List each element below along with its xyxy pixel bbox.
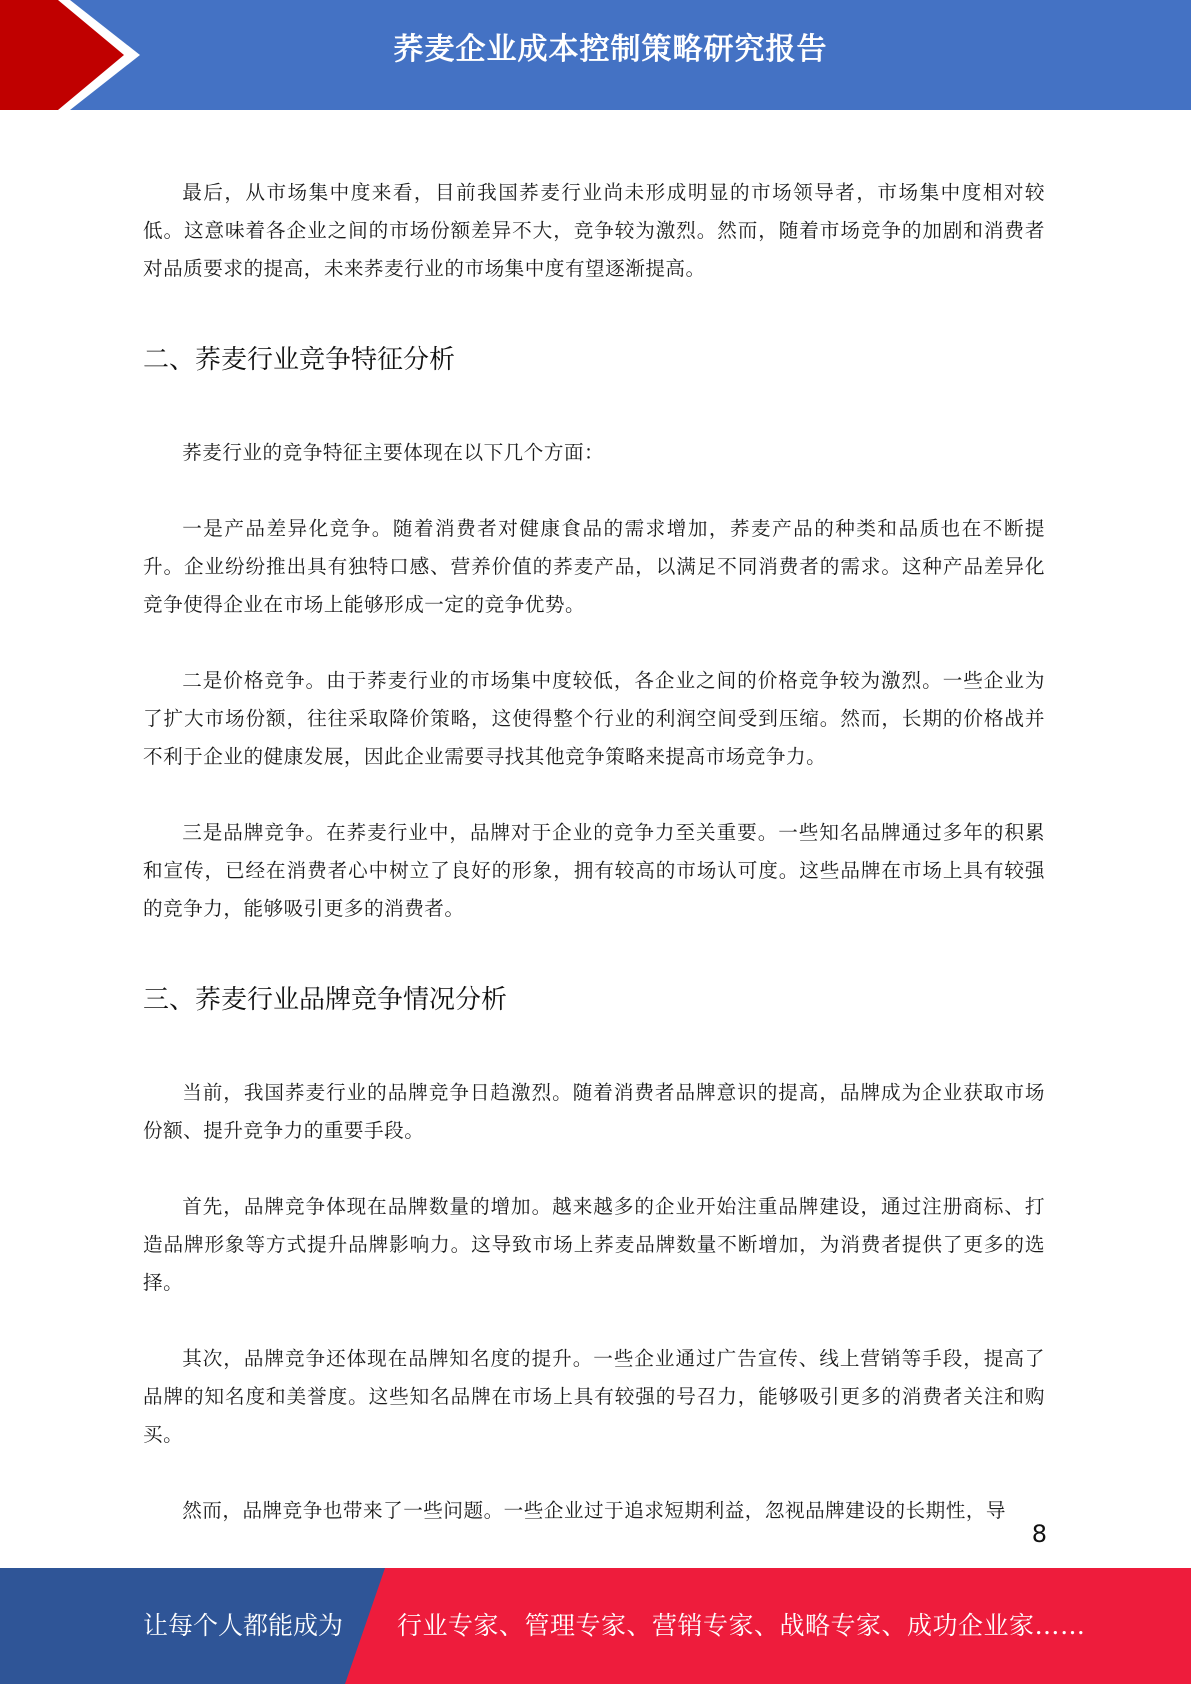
document-body [143,174,1045,1530]
section-heading-brand-competition: 三、荞麦行业品牌竞争情况分析 [143,985,508,1015]
paragraph-brand-problems: 然而，品牌竞争也带来了一些问题。一些企业过于追求短期利益，忽视品牌建设的长期性，导 [182,1499,1007,1522]
paragraph-market-concentration: 最后，从市场集中度来看，目前我国荞麦行业尚未形成明显的市场领导者，市场集中度相对较低。这意味着各企业之间的市场份额差异不大，竞争较为激烈。然而，随着市场竞争的加剧和消费者对品质要求的提高，未来荞麦行业的市场集中度有望逐渐提高。 [143,181,1045,280]
paragraph-features-intro: 荞麦行业的竞争特征主要体现在以下几个方面： [182,441,605,464]
paragraph-product-differentiation: 一是产品差异化竞争。随着消费者对健康食品的需求增加，荞麦产品的种类和品质也在不断提升。企业纷纷推出具有独特口感、营养价值的荞麦产品，以满足不同消费者的需求。这种产品差异化竞争使得企业在市场上能够形成一定的竞争优势。 [143,517,1045,616]
page-header [0,0,1191,110]
page-footer [0,1568,1191,1684]
paragraph-brand-awareness: 其次，品牌竞争还体现在品牌知名度的提升。一些企业通过广告宣传、线上营销等手段，提高了品牌的知名度和美誉度。这些知名品牌在市场上具有较强的号召力，能够吸引更多的消费者关注和购买。 [143,1347,1045,1446]
page-number: 8 [1031,1520,1047,1548]
report-title: 荞麦企业成本控制策略研究报告 [393,32,828,67]
paragraph-brand-quantity: 首先，品牌竞争体现在品牌数量的增加。越来越多的企业开始注重品牌建设，通过注册商标、打造品牌形象等方式提升品牌影响力。这导致市场上荞麦品牌数量不断增加，为消费者提供了更多的选择。 [143,1195,1045,1294]
footer-slogan-left: 让每个人都能成为 [143,1611,344,1640]
footer-slogan-right: 行业专家、管理专家、营销专家、战略专家、成功企业家…… [397,1611,1086,1640]
paragraph-price-competition: 二是价格竞争。由于荞麦行业的市场集中度较低，各企业之间的价格竞争较为激烈。一些企业为了扩大市场份额，往往采取降价策略，这使得整个行业的利润空间受到压缩。然而，长期的价格战并不利于企业的健康发展，因此企业需要寻找其他竞争策略来提高市场竞争力。 [143,669,1045,768]
paragraph-brand-intro: 当前，我国荞麦行业的品牌竞争日趋激烈。随着消费者品牌意识的提高，品牌成为企业获取市场份额、提升竞争力的重要手段。 [143,1081,1045,1142]
section-heading-competition-features: 二、荞麦行业竞争特征分析 [143,345,456,375]
paragraph-brand-competition: 三是品牌竞争。在荞麦行业中，品牌对于企业的竞争力至关重要。一些知名品牌通过多年的积累和宣传，已经在消费者心中树立了良好的形象，拥有较高的市场认可度。这些品牌在市场上具有较强的竞争力，能够吸引更多的消费者。 [143,821,1045,920]
